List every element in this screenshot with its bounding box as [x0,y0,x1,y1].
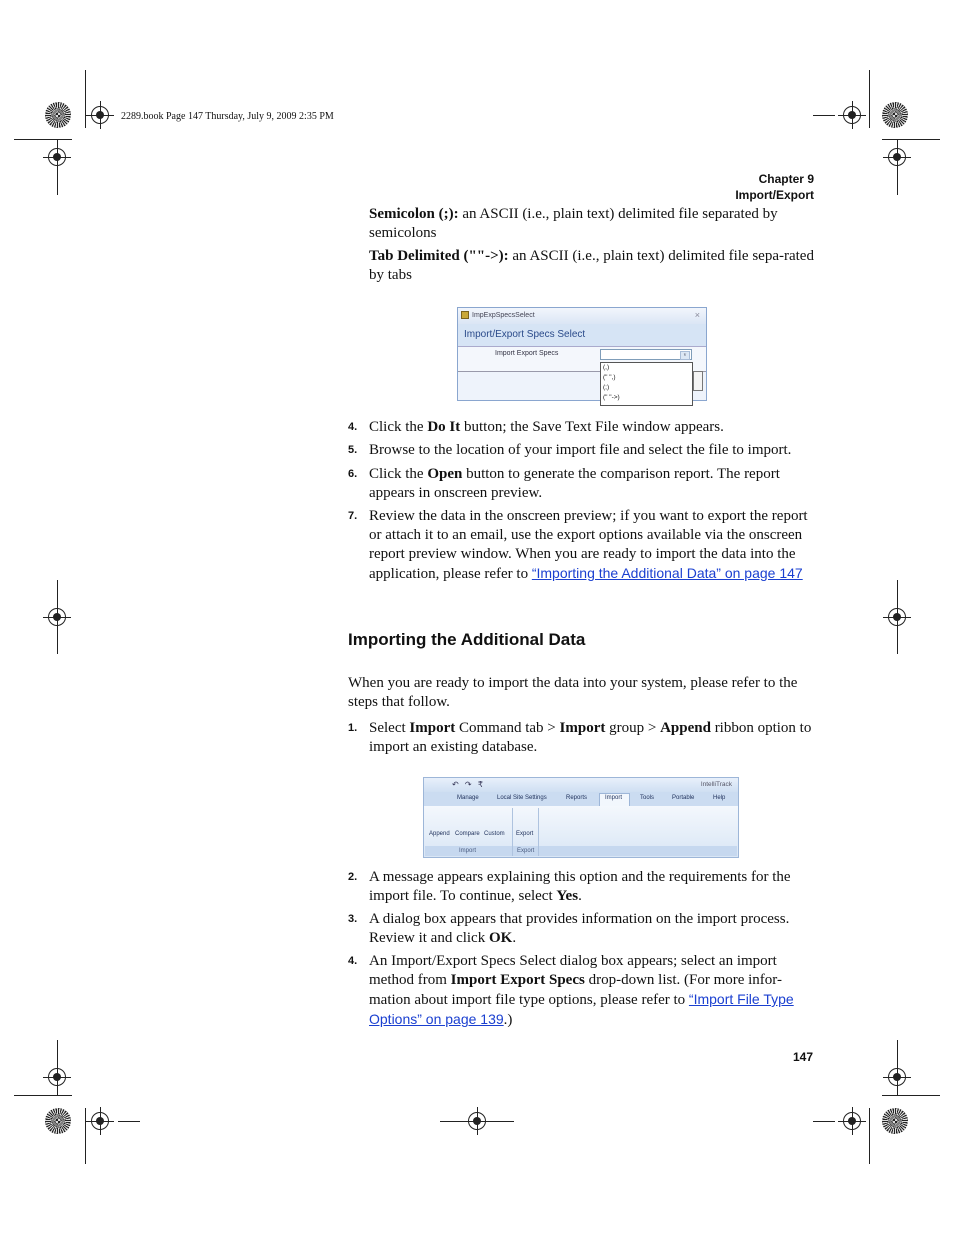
step-text: Review the data in the onscreen preview; if you want to export the report or attach it to an email, use the export options available via the onscreen report preview window. When you are ready to import the data into the application, please refer to “Importing the Additional Data” on page 147 [369,508,808,582]
option[interactable]: (;) [603,384,610,391]
tab-local-site-settings[interactable]: Local Site Settings [497,795,547,801]
step-number: 3. [348,913,358,925]
tab-import[interactable]: Import [605,795,623,801]
custom-button[interactable]: Custom [484,831,505,837]
do-it-button[interactable] [693,371,703,391]
step-text: Browse to the location of your import file and select the file to import. [369,442,792,458]
option[interactable]: (,) [603,364,610,371]
specs-options-list[interactable] [600,362,693,406]
step-text: An Import/Export Specs Select dialog box appears; select an import method from Import Export Specs drop-down list. (For more infor-mation about import file type options, please refer to “Import File Type Options” on page 139.) [369,953,794,1028]
export-button[interactable]: Export [516,831,534,837]
intro-paragraph: When you are ready to import the data into your system, please refer to the steps that follow. [348,675,798,710]
dialog-heading-bar [458,324,706,347]
close-icon[interactable]: × [694,310,700,320]
step-number: 2. [348,871,358,883]
specs-field-label: Import Export Specs [495,350,559,357]
running-header [735,171,814,203]
group-export-label: Export [517,848,535,854]
step-text: A message appears explaining this option and the requirements for the import file. To continue, select Yes. [369,869,791,904]
step-number: 4. [348,421,358,433]
step-number: 7. [348,510,358,522]
desc: an ASCII (i.e., plain text) delimited file sepa-rated by tabs [369,248,814,283]
page-number: 147 [793,1050,814,1064]
step-number: 4. [348,955,358,967]
step-number: 6. [348,468,358,480]
option[interactable]: (" "->) [603,394,620,401]
tab-manage[interactable]: Manage [457,795,479,801]
print-slug: 2289.book Page 147 Thursday, July 9, 2009 2:35 PM [121,111,334,122]
dialog-titlebar [458,308,706,324]
dialog-window-title: ImpExpSpecsSelect [472,312,535,319]
tab-reports[interactable]: Reports [566,795,588,801]
specs-dropdown[interactable] [600,349,692,360]
tab-help[interactable]: Help [713,795,726,801]
section-heading: Importing the Additional Data [348,630,586,649]
cross-reference-link[interactable]: “Import File Type Options” on page 139 [369,991,794,1027]
chapter-label: Chapter 9 [758,172,814,186]
section-label: Import/Export [735,188,814,202]
quick-access-toolbar[interactable]: ↶ ↷ ₹ [452,780,485,789]
ribbon-screenshot [423,777,739,858]
group-separator [512,808,513,856]
step-text: Click the Do It button; the Save Text File window appears. [369,419,724,435]
cross-reference-link[interactable]: “Importing the Additional Data” on page 147 [531,565,803,581]
group-separator [538,808,539,856]
tab-portable[interactable]: Portable [672,795,695,801]
term: Tab Delimited (""->): [369,248,509,264]
group-import-label: Import [459,848,477,854]
tab-tools[interactable]: Tools [640,795,655,801]
option[interactable]: (" ",) [603,374,616,381]
step-text: Click the Open button to generate the comparison report. The report appears in onscreen preview. [369,466,780,501]
chevron-down-icon[interactable]: v [680,351,690,360]
step-number: 5. [348,444,358,456]
term: Semicolon (;): [369,206,459,222]
compare-button[interactable]: Compare [455,831,480,837]
dialog-heading: Import/Export Specs Select [464,329,586,340]
definition-tab [369,247,815,285]
step-text: A dialog box appears that provides information on the import process. Review it and click OK. [369,911,790,946]
append-button[interactable]: Append [429,831,450,837]
desc: an ASCII (i.e., plain text) delimited file separated by semicolons [369,206,778,241]
app-brand: IntelliTrack [700,781,732,788]
step-number: 1. [348,722,358,734]
definition-semicolon [369,205,815,243]
app-icon [461,311,469,319]
step-text: Select Import Command tab > Import group > Append ribbon option to import an existing database. [369,720,812,755]
